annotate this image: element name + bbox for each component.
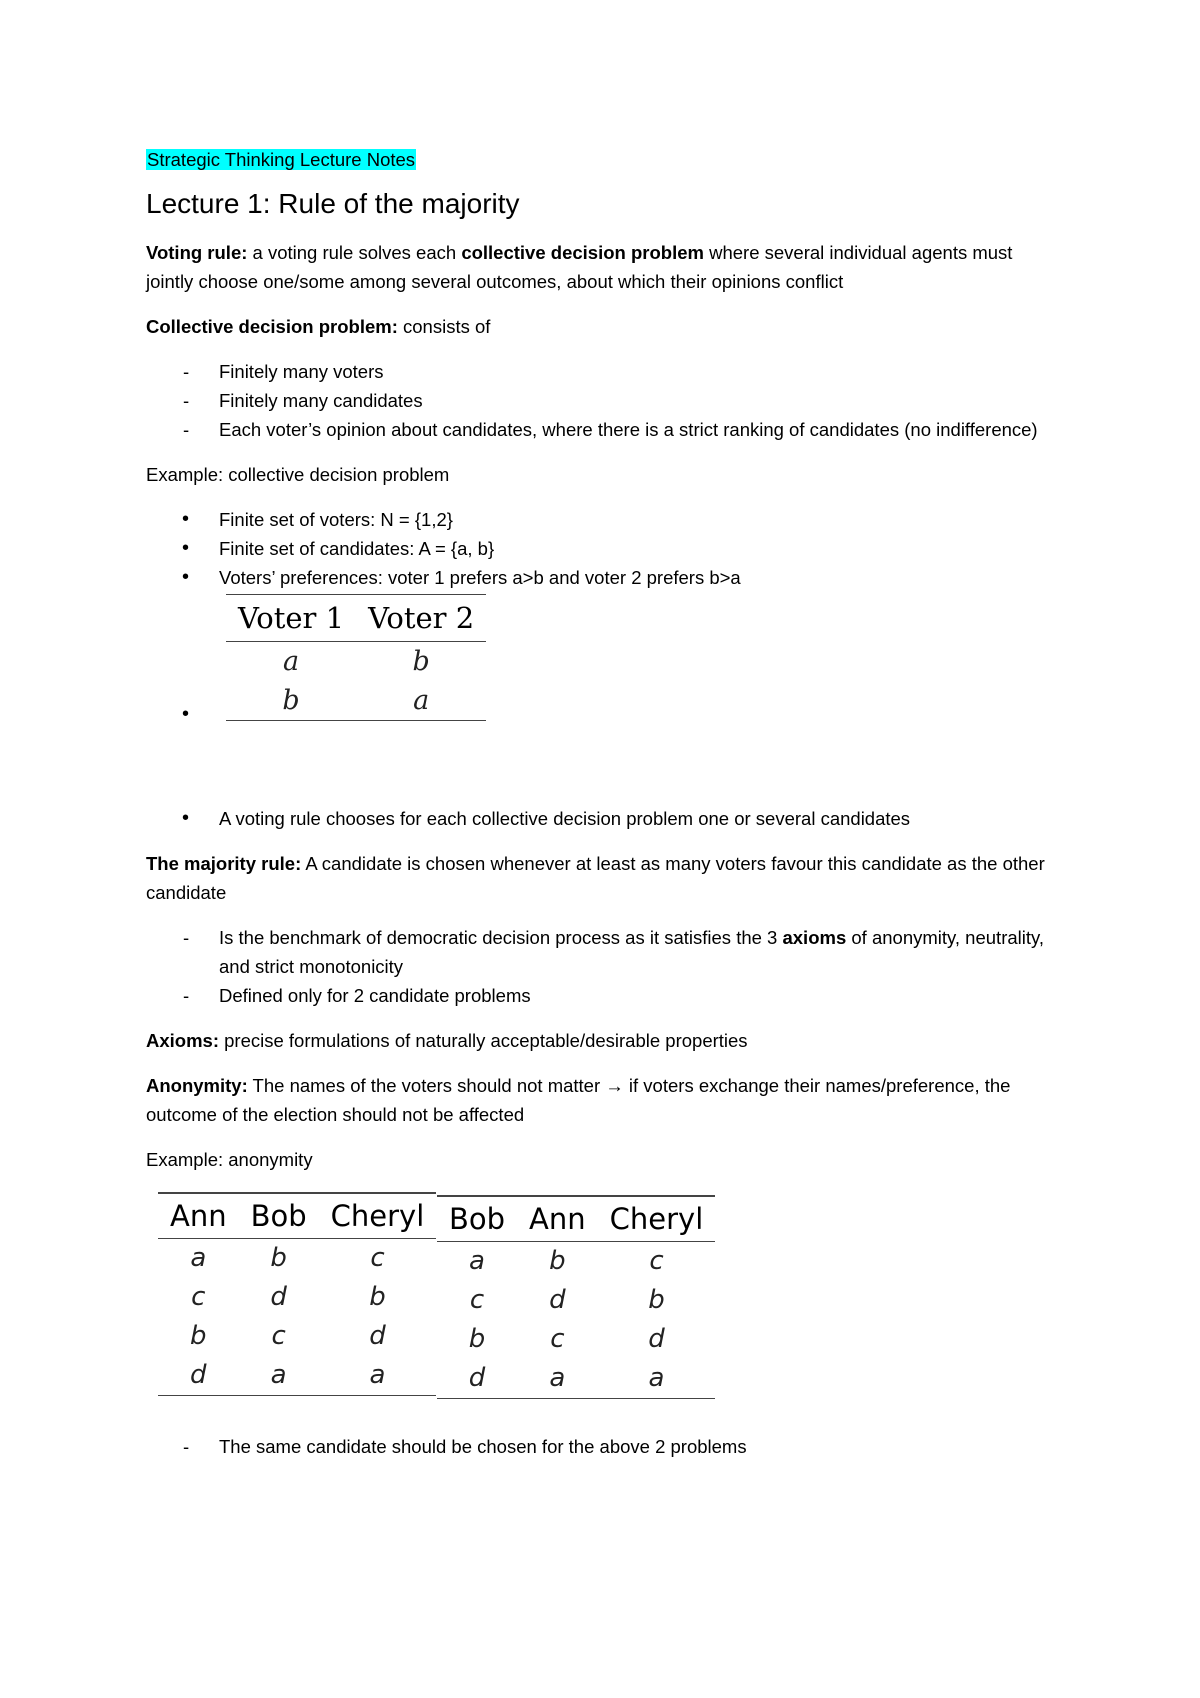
table-row <box>158 1317 436 1356</box>
table-header: Ann <box>517 1196 598 1242</box>
majority-list <box>146 923 1046 1010</box>
table-cell: a <box>369 1360 386 1390</box>
list-item: • A voting rule chooses for each collective decision problem one or several candidates <box>146 804 1046 833</box>
table-cell: a <box>282 646 300 677</box>
table-row <box>437 1320 715 1359</box>
majority-item1-a: Is the benchmark of democratic decision process as it satisfies the 3 <box>219 927 783 948</box>
list-item: - Finitely many voters <box>146 357 1046 386</box>
table-cell: c <box>649 1246 664 1276</box>
table-header: Voter 1 <box>226 595 356 642</box>
majority-item1-bold: axioms <box>782 927 847 948</box>
table-header: Voter 2 <box>356 595 486 642</box>
list-item <box>146 923 1046 981</box>
table-cell: b <box>412 646 430 677</box>
voting-rule-bold: collective decision problem <box>461 242 704 263</box>
preference-table <box>226 594 486 721</box>
example2-conclusion-list <box>146 1432 1046 1461</box>
example2-label: Example: anonymity <box>146 1149 313 1170</box>
voting-rule-paragraph <box>146 238 1046 296</box>
doc-title-line <box>146 145 1046 174</box>
table-row <box>226 681 486 721</box>
table-cell: d <box>369 1321 386 1351</box>
table-cell: b <box>648 1285 665 1315</box>
table-header: Bob <box>437 1196 517 1242</box>
table-header: Cheryl <box>598 1196 716 1242</box>
list-item: • Voters’ preferences: voter 1 prefers a>b and voter 2 prefers b>a <box>146 563 1046 592</box>
table-cell: c <box>469 1285 485 1315</box>
cdp-term: Collective decision problem: <box>146 316 398 337</box>
preference-table-block <box>146 594 1046 746</box>
cdp-paragraph <box>146 312 1046 341</box>
table-cell: a <box>190 1243 207 1273</box>
axioms-paragraph <box>146 1026 1046 1055</box>
axioms-term: Axioms: <box>146 1030 219 1051</box>
anonymity-paragraph <box>146 1071 1046 1129</box>
axioms-text: precise formulations of naturally acceptable/desirable properties <box>219 1030 748 1051</box>
arrow-icon: → <box>605 1075 624 1096</box>
table-cell: d <box>549 1285 566 1315</box>
table-cell: c <box>550 1324 565 1354</box>
table-row <box>158 1239 436 1279</box>
table-cell: c <box>370 1243 385 1273</box>
cdp-text: consists of <box>397 316 491 337</box>
list-item: - Defined only for 2 candidate problems <box>146 981 1046 1010</box>
anonymity-text-a: The names of the voters should not matter <box>247 1075 606 1096</box>
majority-paragraph <box>146 849 1046 907</box>
table-cell: a <box>648 1363 665 1393</box>
table-cell: b <box>549 1246 566 1276</box>
anonymity-term: Anonymity: <box>146 1075 248 1096</box>
voting-rule-term: Voting rule: <box>146 242 248 263</box>
table-cell: d <box>648 1324 665 1354</box>
table-cell: a <box>270 1360 287 1390</box>
list-item: - Each voter’s opinion about candidates, where there is a strict ranking of candidates (no indifference) <box>146 415 1046 444</box>
table-cell: a <box>469 1246 485 1276</box>
table-cell: a <box>413 685 430 716</box>
majority-item1-c: of anonymity, neutrality, and strict monotonicity <box>219 927 1045 977</box>
voting-rule-text-c: where several individual agents must jointly choose one/some among several outcomes, about which their opinions conflict <box>146 242 1013 292</box>
table-row <box>158 1278 436 1317</box>
table-cell: b <box>190 1321 207 1351</box>
example1-after-bullets <box>146 804 1046 833</box>
list-item: - The same candidate should be chosen for the above 2 problems <box>146 1432 1046 1461</box>
list-item: • Finite set of candidates: A = {a, b} <box>146 534 1046 563</box>
table-cell: d <box>190 1360 207 1390</box>
table-cell: b <box>282 685 300 716</box>
majority-text: A candidate is chosen whenever at least as many voters favour this candidate as the other candidate <box>146 853 1045 903</box>
table-cell: d <box>468 1363 486 1393</box>
table-cell: b <box>270 1243 287 1273</box>
spacer <box>146 746 1046 804</box>
anonymity-table-right <box>437 1195 715 1399</box>
table-row <box>437 1281 715 1320</box>
table-cell: a <box>549 1363 566 1393</box>
table-header: Bob <box>239 1193 319 1239</box>
example1-label: Example: collective decision problem <box>146 464 450 485</box>
anonymity-text-b: if voters exchange their names/preference, the outcome of the election should not be affected <box>146 1075 1011 1125</box>
table-row <box>437 1359 715 1399</box>
cdp-list <box>146 357 1046 444</box>
doc-title: Strategic Thinking Lecture Notes <box>147 149 416 170</box>
anonymity-table-left <box>158 1192 436 1396</box>
document-page <box>146 145 1046 1477</box>
table-row <box>226 642 486 682</box>
voting-rule-text-a: a voting rule solves each <box>247 242 462 263</box>
list-item: • Finite set of voters: N = {1,2} <box>146 505 1046 534</box>
table-cell: b <box>468 1324 486 1354</box>
table-row <box>158 1356 436 1396</box>
table-header: Ann <box>158 1193 239 1239</box>
table-row <box>437 1242 715 1282</box>
lecture-title: Lecture 1: Rule of the majority <box>146 188 520 219</box>
table-header: Cheryl <box>319 1193 437 1239</box>
table-cell: b <box>369 1282 386 1312</box>
table-cell: c <box>191 1282 206 1312</box>
table-cell: d <box>270 1282 287 1312</box>
bullet-icon: • <box>182 703 190 725</box>
table-cell: c <box>271 1321 286 1351</box>
majority-term: The majority rule: <box>146 853 302 874</box>
list-item: - Finitely many candidates <box>146 386 1046 415</box>
anonymity-tables-block <box>146 1190 1046 1422</box>
example1-bullets <box>146 505 1046 592</box>
